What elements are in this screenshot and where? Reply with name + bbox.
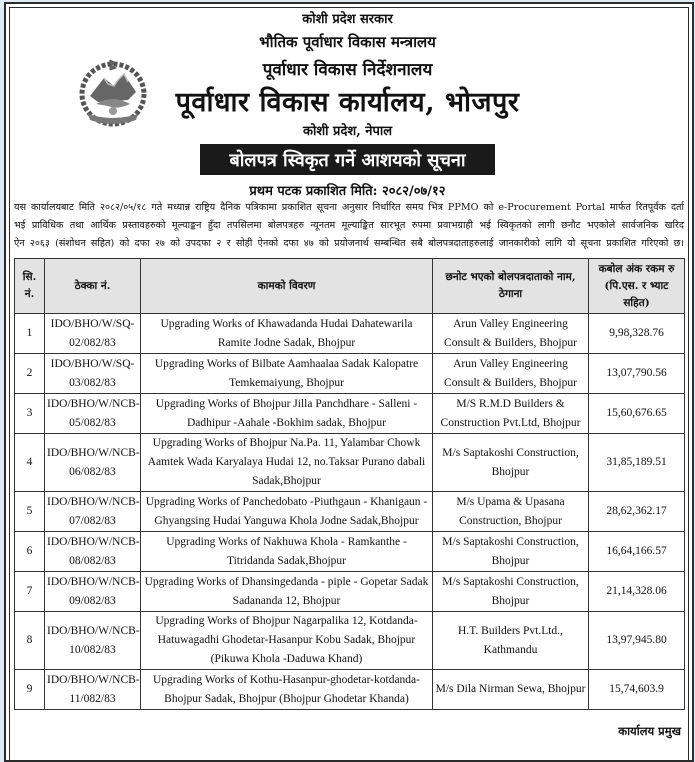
table-row [15,612,685,670]
cell-sn: 8 [15,612,45,670]
header-description: कामको विवरण [141,259,433,314]
cell-description: Upgrading Works of Nakhuwa Khola - Ramkanthe - Titridanda Sadak,Bhojpur [141,532,433,572]
cell-amount: 16,64,166.57 [589,532,685,572]
cell-amount: 15,74,603.9 [589,670,685,710]
intro-line: यस कार्यालयबाट मिति २०८२/०५/१८ गते मध्यान्न राष्ट्रिय दैनिक पत्रिकामा प्रकाशित सूचना अनुसार निर्धारित समय भित्र PPMO को e-Procurement Portal मार्फत रितपूर्वक दर्ता [14,202,684,213]
notice-title-banner: बोलपत्र स्विकृत गर्ने आशयको सूचना [200,144,495,175]
cell-description: Upgrading Works of Bhojpur Nagarpalika 12, Kotdanda-Hatuwagadhi Ghodetar-Hasanpur Kobu Sadak, Bhojpur (Pikuwa Khola -Daduwa Khand) [141,612,433,670]
table-row [15,572,685,612]
cell-amount: 15,60,676.65 [589,394,685,434]
cell-contract-no: IDO/BHO/W/NCB-07/082/83 [45,492,141,532]
cell-sn: 1 [15,314,45,354]
cell-bidder: Arun Valley Engineering Consult & Builders, Bhojpur [433,354,589,394]
published-date: प्रथम पटक प्रकाशित मिति: २०८२/०७/१२ [249,184,446,199]
cell-sn: 3 [15,394,45,434]
cell-amount: 13,97,945.80 [589,612,685,670]
office-name: पूर्वाधार विकास कार्यालय, भोजपुर [175,87,520,118]
table-row [15,670,685,710]
table-row [15,394,685,434]
office-location: कोशी प्रदेश, नेपाल [302,124,393,139]
cell-contract-no: IDO/BHO/W/SQ-02/082/83 [45,314,141,354]
cell-amount: 28,62,362.17 [589,492,685,532]
nepal-emblem-icon [78,56,148,128]
table-header-row [15,259,685,314]
cell-description: Upgrading Works of Bhojpur Jilla Panchdhare - Salleni -Dadhipur -Aahale -Bokhim sadak, Bhojpur [141,394,433,434]
table-row [15,314,685,354]
cell-bidder: Arun Valley Engineering Consult & Builders, Bhojpur [433,314,589,354]
ministry-name: भौतिक पूर्वाधार विकास मन्त्रालय [259,33,436,51]
table-row [15,354,685,394]
cell-contract-no: IDO/BHO/W/NCB-05/082/83 [45,394,141,434]
bid-acceptance-table [14,258,685,710]
cell-sn: 2 [15,354,45,394]
cell-contract-no: IDO/BHO/W/SQ-03/082/83 [45,354,141,394]
cell-description: Upgrading Works of Panchedobato -Piuthgaun - Khanigaun - Ghyangsing Hudai Yanguwa Khola Jodne Sadak,Bhojpur [141,492,433,532]
cell-bidder: M/s Dila Nirman Sewa, Bhojpur [433,670,589,710]
cell-contract-no: IDO/BHO/W/NCB-09/082/83 [45,572,141,612]
table-row [15,492,685,532]
cell-contract-no: IDO/BHO/W/NCB-06/082/83 [45,434,141,492]
intro-line: भई प्राविधिक तथा आर्थिक प्रस्तावहरुको मूल्याङ्कन हुँदा तपसिलमा बोलपत्रहरु न्यूनतम मूल्याङ्कित सारभूत रुपमा प्रवाभग्राही भई स्विकृतको लागी छनौट भएकोले सार्वजनिक खरिद [14,220,684,231]
cell-bidder: M/s Saptakoshi Construction, Bhojpur [433,434,589,492]
cell-bidder: M/S R.M.D Builders & Construction Pvt.Ltd, Bhojpur [433,394,589,434]
table-row [15,532,685,572]
cell-sn: 9 [15,670,45,710]
header-amount: कबोल अंक रकम रु (पि.एस. र भ्याट सहित) [589,259,685,314]
header-contract-no: ठेक्का नं. [45,259,141,314]
header-bidder: छनोट भएको बोलपत्रदाताको नाम, ठेगाना [433,259,589,314]
cell-bidder: M/s Saptakoshi Construction, Bhojpur [433,532,589,572]
cell-bidder: M/s Upama & Upasana Construction, Bhojpur [433,492,589,532]
cell-bidder: M/s Saptakoshi Construction, Bhojpur [433,572,589,612]
intro-paragraph [14,199,684,253]
header-sn: सि. नं. [15,259,45,314]
cell-description: Upgrading Works of Kothu-Hasanpur-ghodetar-kotdanda-Bhojpur Sadak, Bhojpur (Bhojpur Ghodetar Khanda) [141,670,433,710]
cell-contract-no: IDO/BHO/W/NCB-10/082/83 [45,612,141,670]
government-name: कोशी प्रदेश सरकार [302,12,393,27]
cell-description: Upgrading Works of Bhojpur Na.Pa. 11, Yalambar Chowk Aamtek Wada Karyalaya Hudai 12, no.Taksar Purano dabali Sadak,Bhojpur [141,434,433,492]
cell-amount: 31,85,189.51 [589,434,685,492]
cell-sn: 7 [15,572,45,612]
intro-line: ऐन २०६३ (संशोधन सहित) को दफा २७ को उपदफा २ र सोही ऐनको दफा ४७ को प्रयोजनार्थ सम्बन्धित सबै बोलपत्रदाताहरुलाई जानकारीको लागि यो सूचना प्रकाशित गरिएको छ। [14,238,684,249]
cell-amount: 9,98,328.76 [589,314,685,354]
cell-amount: 21,14,328.06 [589,572,685,612]
cell-amount: 13,07,790.56 [589,354,685,394]
cell-description: Upgrading Works of Khawadanda Hudai Dahatewarila Ramite Jodne Sadak, Bhojpur [141,314,433,354]
cell-contract-no: IDO/BHO/W/NCB-08/082/83 [45,532,141,572]
cell-description: Upgrading Works of Dhansingedanda - piple - Gopetar Sadak Sadananda 12, Bhojpur [141,572,433,612]
cell-bidder: H.T. Builders Pvt.Ltd., Kathmandu [433,612,589,670]
cell-description: Upgrading Works of Bilbate Aamhaalaa Sadak Kalopatre Temkemaiyung, Bhojpur [141,354,433,394]
office-chief-signature: कार्यालय प्रमुख [618,724,681,738]
cell-sn: 5 [15,492,45,532]
cell-sn: 4 [15,434,45,492]
directorate-name: पूर्वाधार विकास निर्देशनालय [262,60,433,80]
table-row [15,434,685,492]
cell-contract-no: IDO/BHO/W/NCB-11/082/83 [45,670,141,710]
cell-sn: 6 [15,532,45,572]
